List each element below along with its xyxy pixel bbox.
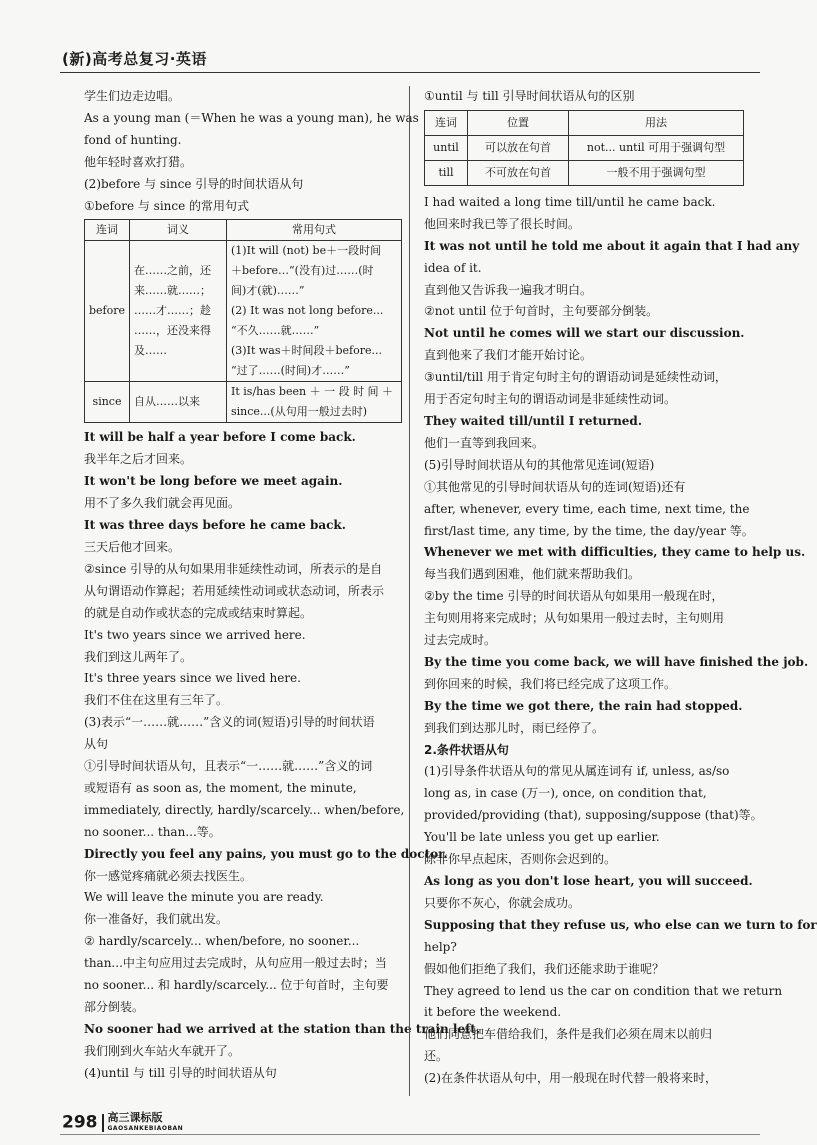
table-cell-line: “过了……(时间)才……” xyxy=(231,364,350,378)
table-cell-line: ……才……；趁 xyxy=(134,304,212,318)
table-cell-line: since...(从句用一般过去时) xyxy=(231,405,368,419)
text-line: 从句谓语动作算起；若用延续性动词或状态动词，所表示 xyxy=(84,583,385,598)
text-line: 每当我们遇到困难，他们就来帮助我们。 xyxy=(424,567,641,582)
table-cell-line: (3)It was＋时间段＋before... xyxy=(231,344,382,358)
left-top-text xyxy=(84,86,419,217)
text-line: It's two years since we arrived here. xyxy=(84,627,306,642)
text-line: ①其他常见的引导时间状语从句的连词(短语)还有 xyxy=(424,479,686,494)
text-line: 三天后他才回来。 xyxy=(84,539,181,554)
text-line: ②by the time 引导的时间状语从句如果用一般现在时， xyxy=(424,589,724,604)
text-line: than...中主句应用过去完成时，从句应用一般过去时；当 xyxy=(84,956,387,971)
table-cell-meaning xyxy=(130,382,227,423)
text-line: You'll be late unless you get up earlier. xyxy=(424,830,660,845)
table-cell: until xyxy=(425,135,468,160)
text-line: No sooner had we arrived at the station than the train left. xyxy=(84,1021,480,1036)
text-line: no sooner... 和 hardly/scarcely... 位于句首时，主句要 xyxy=(84,978,389,993)
text-line: (2)before 与 since 引导的时间状语从句 xyxy=(84,176,304,191)
text-line: 我们到这儿两年了。 xyxy=(84,649,193,664)
section-heading: 2.条件状语从句 xyxy=(424,742,509,757)
text-line: 从句 xyxy=(84,737,109,752)
text-line: (1)引导条件状语从句的常见从属连词有 if, unless, as/so xyxy=(424,764,730,779)
text-line: 我半年之后才回来。 xyxy=(84,452,193,467)
page-number: 298 xyxy=(62,1112,98,1133)
text-line: 假如他们拒绝了我们，我们还能求助于谁呢？ xyxy=(424,961,665,976)
text-line: As long as you don't lose heart, you will succeed. xyxy=(424,874,753,888)
table-cell: not... until 可用于强调句型 xyxy=(569,135,744,160)
text-line: it before the weekend. xyxy=(424,1005,562,1020)
table-cell-meaning xyxy=(130,241,227,382)
column-divider xyxy=(409,86,410,1096)
until-till-table xyxy=(424,110,744,186)
table-header-cell: 常用句式 xyxy=(227,220,402,241)
table-cell: 一般不用于强调句型 xyxy=(569,160,744,185)
table-cell-line: ＋before…“(没有)过……(时 xyxy=(231,264,374,278)
table-row xyxy=(425,135,744,160)
table-cell-patterns xyxy=(227,382,402,423)
table-cell-line: 来……就……； xyxy=(134,284,212,298)
table-header-cell: 词义 xyxy=(130,220,227,241)
text-line: 我们不住在这里有三年了。 xyxy=(84,693,229,708)
text-line: We will leave the minute you are ready. xyxy=(84,890,324,905)
text-line: It's three years since we lived here. xyxy=(84,671,301,686)
text-line: It was three days before he came back. xyxy=(84,518,346,533)
footer-brand-label: 高三课标版 xyxy=(107,1111,163,1124)
text-line: 还。 xyxy=(424,1049,449,1064)
text-line: 他们一直等到我回来。 xyxy=(424,435,545,450)
table-header-cell: 位置 xyxy=(468,110,569,135)
text-line: (5)引导时间状语从句的其他常见连词(短语) xyxy=(424,457,655,472)
text-line: ②not until 位于句首时，主句要部分倒装。 xyxy=(424,304,659,319)
text-line: (4)until 与 till 引导的时间状语从句 xyxy=(84,1065,277,1080)
text-line: They waited till/until I returned. xyxy=(424,413,643,428)
text-line: It was not until he told me about it again that I had any xyxy=(424,238,800,253)
page-header-title: (新)高考总复习·英语 xyxy=(62,50,207,68)
table-cell-line: (1)It will (not) be＋一段时间 xyxy=(231,244,382,258)
text-line: By the time you come back, we will have finished the job. xyxy=(424,654,809,669)
right-top-text xyxy=(424,86,744,108)
right-column xyxy=(424,86,817,1090)
text-line: 只要你不灰心，你就会成功。 xyxy=(424,895,581,910)
text-line: 他年轻时喜欢打猎。 xyxy=(84,154,193,169)
text-line: fond of hunting. xyxy=(84,132,182,147)
text-line: Whenever we met with difficulties, they came to help us. xyxy=(424,545,806,560)
table-row xyxy=(425,160,744,185)
text-line: provided/providing (that), supposing/suppose (that)等。 xyxy=(424,808,763,823)
text-line: 除非你早点起床，否则你会迟到的。 xyxy=(424,852,617,867)
text-line: 过去完成时。 xyxy=(424,633,497,648)
table-cell: 不可放在句首 xyxy=(468,160,569,185)
table-cell-line: (2) It was not long before... xyxy=(231,304,384,318)
table-cell-line: 在……之前，还 xyxy=(134,264,212,278)
text-line: (3)表示“一……就……”含义的词(短语)引导的时间状语 xyxy=(84,715,375,730)
text-line: ①引导时间状语从句，且表示“一……就……”含义的词 xyxy=(84,759,373,774)
table-cell: 可以放在句首 xyxy=(468,135,569,160)
text-line: (2)在条件状语从句中，用一般现在时代替一般将来时， xyxy=(424,1071,718,1086)
text-line: no sooner... than...等。 xyxy=(84,824,221,839)
text-line: ①until 与 till 引导时间状语从句的区别 xyxy=(424,89,635,103)
text-line: immediately, directly, hardly/scarcely... when/before, xyxy=(84,802,405,817)
table-cell-line: It is/has been ＋ 一 段 时 间 ＋ xyxy=(231,385,394,399)
table-header-row xyxy=(85,220,402,241)
table-cell-line: 及…… xyxy=(134,344,168,358)
text-line: It will be half a year before I come back. xyxy=(84,430,356,445)
text-line: As a young man (＝When he was a young man), he was xyxy=(84,110,419,125)
table-cell-conj: before xyxy=(85,241,130,382)
text-line: 主句则用将来完成时；从句如果用一般过去时，主句则用 xyxy=(424,611,725,626)
text-line: ②since 引导的从句如果用非延续性动词，所表示的是自 xyxy=(84,561,383,576)
table-cell-line: “不久……就……” xyxy=(231,324,320,338)
text-line: 你一感觉疼痛就必须去找医生。 xyxy=(84,868,253,883)
text-line: 用于否定句时主句的谓语动词是非延续性动词。 xyxy=(424,392,677,407)
table-header-row xyxy=(425,110,744,135)
table-header-cell: 连词 xyxy=(425,110,468,135)
text-line: ①before 与 since 的常用句式 xyxy=(84,198,250,213)
text-line: 他回来时我已等了很长时间。 xyxy=(424,216,581,231)
text-line: 用不了多久我们就会再见面。 xyxy=(84,496,241,511)
footer-brand-pinyin: GAOSANKEBIAOBAN xyxy=(107,1125,184,1132)
footer-separator xyxy=(102,1114,104,1132)
text-line: Supposing that they refuse us, who else can we turn to for xyxy=(424,917,817,932)
text-line: 到你回来的时候，我们将已经完成了这项工作。 xyxy=(424,676,677,691)
page-footer xyxy=(62,1112,183,1134)
table-cell: till xyxy=(425,160,468,185)
header-rule xyxy=(60,72,760,73)
table-cell-conj: since xyxy=(85,382,130,423)
text-line: Directly you feel any pains, you must go to the doctor. xyxy=(84,846,448,861)
text-line: 直到他又告诉我一遍我才明白。 xyxy=(424,282,593,297)
text-line: ③until/till 用于肯定句时主句的谓语动词是延续性动词， xyxy=(424,370,727,385)
text-line: 直到他来了我们才能开始讨论。 xyxy=(424,348,593,363)
text-line: It won't be long before we meet again. xyxy=(84,474,343,489)
table-row xyxy=(85,382,402,423)
table-cell-line: 间)才(就)……” xyxy=(231,284,305,298)
text-line: 部分倒装。 xyxy=(84,1000,145,1014)
text-line: By the time we got there, the rain had stopped. xyxy=(424,698,743,713)
text-line: after, whenever, every time, each time, next time, the xyxy=(424,501,750,516)
table-header-cell: 连词 xyxy=(85,220,130,241)
table-row xyxy=(85,241,402,382)
right-bottom-text xyxy=(424,192,817,1090)
text-line: long as, in case (万一), once, on condition that, xyxy=(424,786,707,801)
table-cell-line: ……，还没来得 xyxy=(134,324,212,338)
footer-rule xyxy=(60,1134,760,1135)
text-line: 你一准备好，我们就出发。 xyxy=(84,912,229,927)
text-line: idea of it. xyxy=(424,260,482,275)
table-cell-line: 自从……以来 xyxy=(134,395,201,409)
text-line: 学生们边走边唱。 xyxy=(84,89,181,103)
text-line: help? xyxy=(424,939,457,954)
table-cell-patterns xyxy=(227,241,402,382)
text-line: 或短语有 as soon as, the moment, the minute, xyxy=(84,780,357,795)
table-header-cell: 用法 xyxy=(569,110,744,135)
text-line: 到我们到达那儿时，雨已经停了。 xyxy=(424,720,605,735)
text-line: I had waited a long time till/until he came back. xyxy=(424,194,716,209)
text-line: 我们刚到火车站火车就开了。 xyxy=(84,1043,241,1058)
text-line: 的就是自动作或状态的完成或结束时算起。 xyxy=(84,605,313,620)
text-line: 他们同意把车借给我们，条件是我们必须在周末以前归 xyxy=(424,1027,713,1042)
text-line: They agreed to lend us the car on condition that we return xyxy=(424,983,783,998)
footer-brand xyxy=(108,1112,184,1134)
before-since-table xyxy=(84,219,402,423)
text-line: Not until he comes will we start our discussion. xyxy=(424,326,745,341)
text-line: ② hardly/scarcely... when/before, no sooner... xyxy=(84,934,360,949)
text-line: first/last time, any time, by the time, the day/year 等。 xyxy=(424,523,754,538)
